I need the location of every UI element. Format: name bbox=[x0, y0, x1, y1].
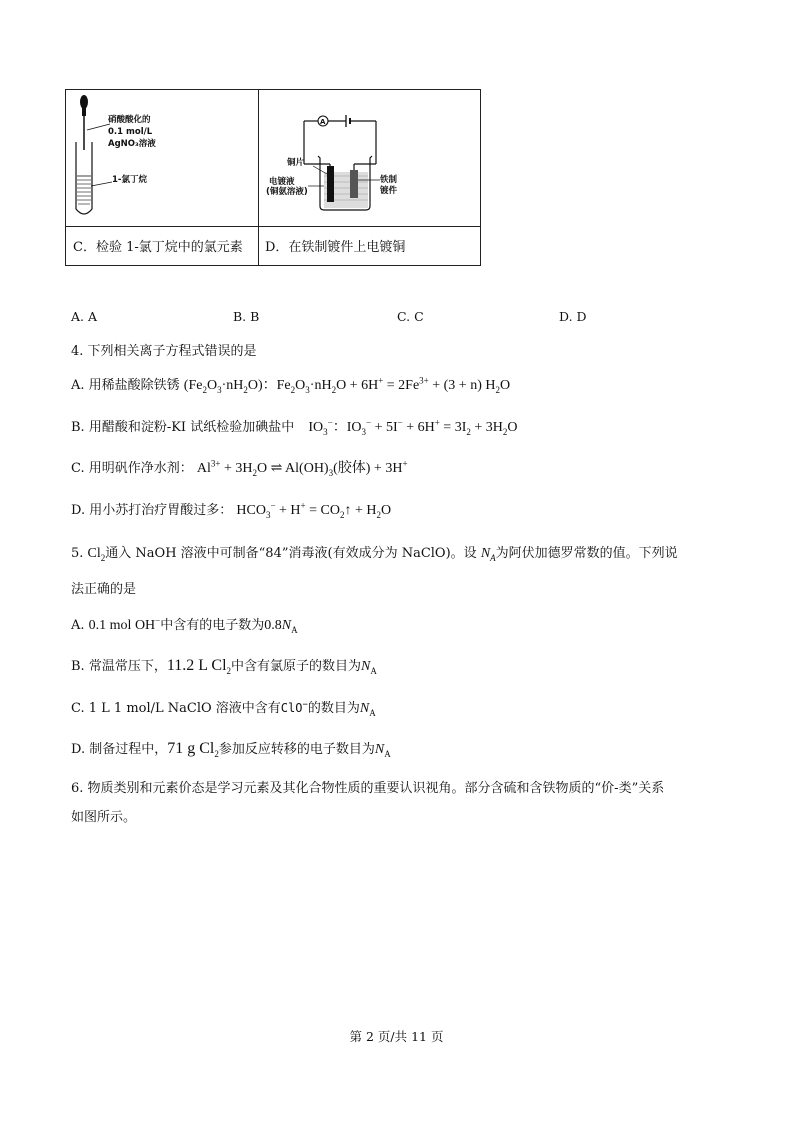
reagent-label-3: AgNO₃溶液 bbox=[108, 139, 156, 149]
q5-option-b-label: B. 常温常压下， bbox=[71, 659, 167, 674]
q5-option-c-formula: ClO− bbox=[280, 700, 308, 715]
reagent-label-1: 硝酸酸化的 bbox=[108, 115, 151, 125]
q5-stem-line1 bbox=[71, 542, 678, 563]
q4-option-c bbox=[71, 457, 408, 478]
q3-option-c: C. C bbox=[397, 309, 424, 324]
q5-stem-part-b: 为阿伏加德罗常数的值。下列说 bbox=[495, 546, 678, 561]
iron-part-label-2: 镀件 bbox=[380, 186, 398, 196]
q5-option-d-value: $N_A$ bbox=[374, 742, 391, 759]
q5-option-d-formula: 71 g $Cl_2$ bbox=[167, 740, 219, 760]
page-footer: 第 2 页/共 11 页 bbox=[349, 1029, 444, 1044]
q5-option-c-text2: 的数目为 bbox=[307, 701, 360, 716]
electrolyte-label: 电镀液 bbox=[269, 177, 295, 187]
q5-option-a-formula: 0.1 mol OH− bbox=[88, 615, 161, 633]
q4-option-d-text: D. 用小苏打治疗胃酸过多： bbox=[71, 503, 233, 518]
q4-option-a-equation: $(Fe_2O_3\cdot nH_2O)$：$Fe_2O_3\cdot nH_2O + 6H^+ = 2Fe^{3+} + (3 + n)$ $H_2O$ bbox=[183, 375, 511, 395]
q5-stem-line2: 法正确的是 bbox=[71, 582, 137, 597]
experiment-table bbox=[65, 89, 481, 266]
q5-option-c-text: C. 1 L 1 mol/L NaClO 溶液中含有 bbox=[71, 701, 281, 716]
q5-option-a-text: 中含有的电子数为 bbox=[160, 618, 265, 633]
q5-number: 5. bbox=[71, 546, 84, 561]
ammeter-label: A bbox=[320, 118, 326, 126]
q5-option-c-value: $N_A$ bbox=[359, 701, 376, 718]
q5-option-b-text: 中含有氯原子的数目为 bbox=[231, 659, 362, 674]
q3-option-d: D. D bbox=[559, 309, 587, 324]
q4-option-b-equation: $IO_3^-$：$IO_3^- + 5I^- + 6H^+ = 3I_2 + 3H_2O$ bbox=[308, 417, 518, 437]
caption-c: C．检验 1-氯丁烷中的氯元素 bbox=[73, 240, 243, 255]
q5-option-b-formula: 11.2 L $Cl_2$ bbox=[166, 657, 232, 677]
q4-option-c-equation: $Al^{3+} + 3H_2O$ ⇌ $Al(OH)_3$(胶体) + 3H+ bbox=[196, 458, 408, 478]
q5-option-a bbox=[71, 614, 298, 635]
q5-option-d bbox=[71, 738, 391, 759]
iron-part-label-1: 铁制 bbox=[380, 175, 398, 185]
q4-option-b-text: B. 用醋酸和淀粉-KI 试纸检验加碘盐中 bbox=[71, 420, 295, 435]
q4-stem: 4. 下列相关离子方程式错误的是 bbox=[71, 344, 257, 359]
q5-option-a-label: A. bbox=[71, 618, 85, 633]
table-divider-vertical bbox=[258, 90, 259, 265]
copper-plate-label: 铜片 bbox=[287, 158, 305, 168]
reagent-label-2: 0.1 mol/L bbox=[108, 127, 153, 137]
q5-option-c bbox=[71, 697, 376, 718]
q3-option-a: A. A bbox=[71, 309, 98, 324]
tube-content-label: 1-氯丁烷 bbox=[112, 175, 147, 185]
q3-option-b: B. B bbox=[233, 309, 260, 324]
q4-option-b bbox=[71, 416, 518, 437]
q4-option-d-equation: $HCO_3^- + H^+$ = $CO_2↑ + H_2O$ bbox=[236, 500, 392, 520]
q5-option-b bbox=[71, 655, 377, 676]
q5-na-symbol: $N_A$ bbox=[480, 546, 496, 563]
electrolyte-sub-label: (铜氨溶液) bbox=[266, 187, 308, 197]
q5-option-d-label: D. 制备过程中， bbox=[71, 742, 168, 757]
q6-stem-line2: 如图所示。 bbox=[71, 810, 137, 825]
q5-stem-part-a: 通入 NaOH 溶液中可制备“84”消毒液(有效成分为 NaClO)。设 bbox=[105, 546, 477, 561]
q6-stem-line1: 6. 物质类别和元素价态是学习元素及其化合物性质的重要认识视角。部分含硫和含铁物质的“价-类”关系 bbox=[71, 781, 665, 796]
q5-option-b-value: $N_A$ bbox=[361, 659, 377, 676]
caption-d: D．在铁制镀件上电镀铜 bbox=[265, 240, 406, 255]
table-divider-horizontal bbox=[66, 226, 480, 227]
q4-option-a-text: A. 用稀盐酸除铁锈 bbox=[71, 378, 180, 393]
q4-option-d bbox=[71, 499, 391, 520]
q4-option-c-text: C. 用明矾作净水剂： bbox=[71, 461, 193, 476]
q4-option-a bbox=[71, 374, 510, 395]
q5-option-a-value: $0.8N_A$ bbox=[264, 618, 298, 635]
q5-option-d-text: 参加反应转移的电子数目为 bbox=[218, 742, 375, 757]
q5-cl2-formula: $Cl_2$ bbox=[87, 546, 106, 563]
test-tube-figure bbox=[72, 94, 132, 222]
